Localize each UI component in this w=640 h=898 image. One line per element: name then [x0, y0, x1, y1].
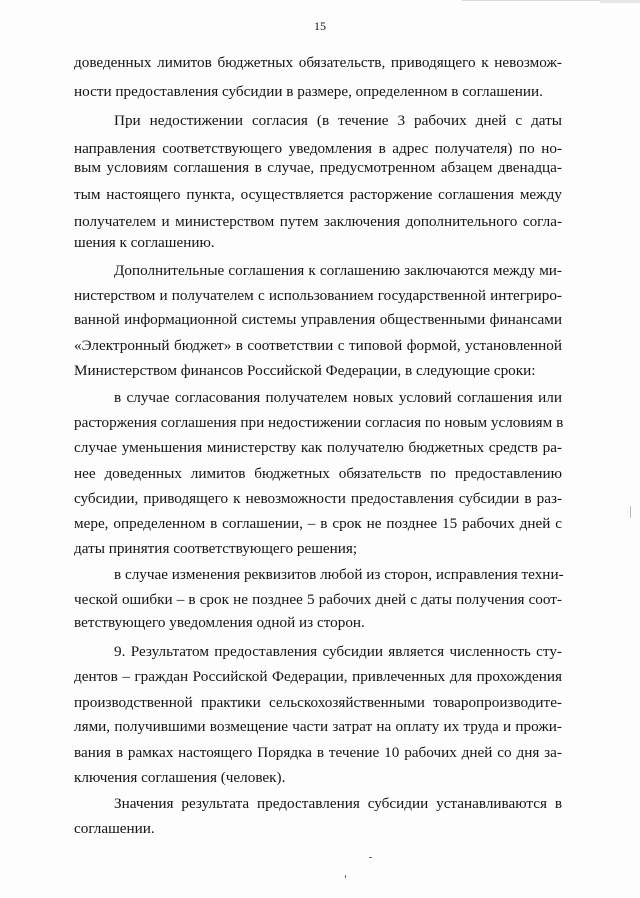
paragraph-line: 9. Результатом предоставления субсидии является численность сту-: [114, 643, 562, 660]
scan-speck: [630, 506, 631, 518]
paragraph-line: тым настоящего пункта, осуществляется расторжение соглашения между: [74, 186, 562, 203]
paragraph-line: доведенных лимитов бюджетных обязательств, приводящего к невозмож-: [74, 54, 562, 71]
page-number: 15: [314, 19, 326, 33]
paragraph-line: расторжения соглашения при недостижении согласия по новым условиям в: [74, 414, 564, 431]
paragraph-line: вания в рамках настоящего Порядка в течение 10 рабочих дней со дня за-: [74, 744, 562, 761]
top-tick: [600, 0, 640, 3]
paragraph-line: ключения соглашения (человек).: [74, 769, 286, 786]
paragraph-line: Дополнительные соглашения к соглашению заключаются между ми-: [114, 262, 562, 279]
paragraph-line: шения к соглашению.: [74, 234, 215, 251]
paragraph-line: вым условиям соглашения в случае, предусмотренном абзацем двенадца-: [74, 159, 562, 176]
paragraph-line: нистерством и получателем с использованием государственной интегриро-: [74, 287, 562, 304]
paragraph-line: ческой ошибки – в срок не позднее 5 рабочих дней с даты получения соот-: [74, 591, 562, 608]
paragraph-line: «Электронный бюджет» в соответствии с типовой формой, установленной: [74, 337, 562, 354]
paragraph-line: даты принятия соответствующего решения;: [74, 540, 358, 557]
paragraph-line: нее доведенных лимитов бюджетных обязательств по предоставлению: [74, 465, 562, 482]
paragraph-line: производственной практики сельскохозяйственными товаропроизводите-: [74, 694, 562, 711]
paragraph-line: субсидии, приводящего к невозможности предоставления субсидии в раз-: [74, 490, 562, 507]
paragraph-line: лями, получившими возмещение части затрат на оплату их труда и прожи-: [74, 718, 562, 735]
paragraph-line: ванной информационной системы управления общественными финансами: [74, 311, 562, 328]
paragraph-line: ности предоставления субсидии в размере, определенном в соглашении.: [74, 83, 543, 100]
paragraph-line: случае уменьшения министерству как получателю бюджетных средств ра-: [74, 439, 562, 456]
paragraph-line: в случае изменения реквизитов любой из сторон, исправления техни-: [114, 566, 564, 583]
paragraph-line: получателем и министерством путем заключения дополнительного согла-: [74, 213, 562, 230]
paragraph-line: направления соответствующего уведомления в адрес получателя) по но-: [74, 140, 562, 157]
paragraph-line: Министерством финансов Российской Федерации, в следующие сроки:: [74, 362, 536, 379]
paragraph-line: в случае согласования получателем новых условий соглашения или: [114, 389, 562, 406]
paragraph-line: При недостижении согласия (в течение 3 рабочих дней с даты: [114, 112, 562, 129]
paragraph-line: мере, определенном в соглашении, – в срок не позднее 15 рабочих дней с: [74, 515, 562, 532]
paragraph-line: ветствующего уведомления одной из сторон.: [74, 614, 365, 631]
paragraph-line: соглашении.: [74, 820, 155, 837]
paragraph-line: дентов – граждан Российской Федерации, привлеченных для прохождения: [74, 668, 562, 685]
scan-speck: [345, 875, 346, 878]
scan-speck: [369, 857, 372, 858]
paragraph-line: Значения результата предоставления субсидии устанавливаются в: [114, 795, 562, 812]
